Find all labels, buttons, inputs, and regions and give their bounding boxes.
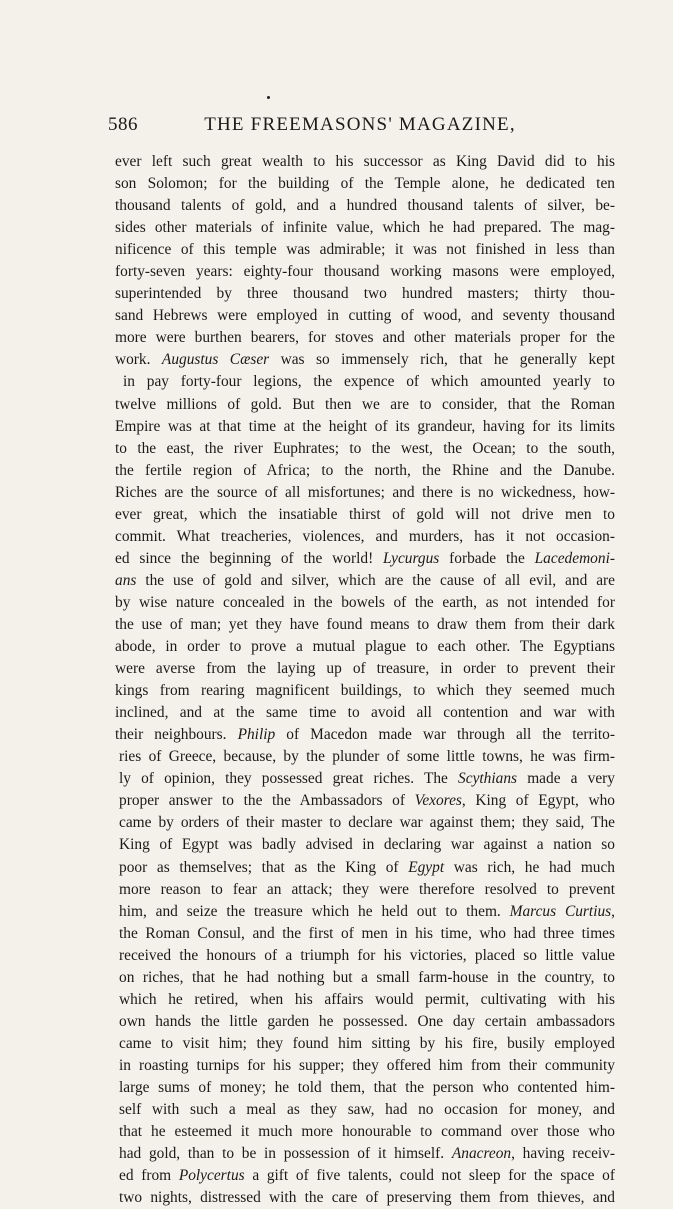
text-line: nificence of this temple was admirable; it was not finished in less than bbox=[115, 241, 615, 259]
text-line: two nights, distressed with the care of preserving them from thieves, and bbox=[119, 1189, 615, 1207]
text-line: received the honours of a triumph for his victories, placed so little value bbox=[119, 946, 615, 964]
text-line: ever left such great wealth to his successor as King David did to his bbox=[115, 153, 615, 170]
text-line: own hands the little garden he possessed. One day certain ambassadors bbox=[119, 1012, 615, 1030]
text-line bbox=[115, 1165, 615, 1187]
text-line: more reason to fear an attack; they were therefore resolved to prevent bbox=[119, 880, 615, 898]
text-line: son Solomon; for the building of the Temple alone, he dedicated ten bbox=[115, 175, 615, 193]
italic-name: Vexores bbox=[414, 792, 462, 810]
text-line: in pay forty-four legions, the expence of which amounted yearly to bbox=[123, 373, 615, 391]
italic-name: ans bbox=[115, 571, 137, 589]
body-text bbox=[115, 151, 615, 1209]
italic-name: Anacreon bbox=[451, 1145, 512, 1163]
text-line bbox=[115, 724, 615, 746]
text-line: were averse from the laying up of treasure, in order to prevent their bbox=[115, 660, 615, 678]
text-line: in roasting turnips for his supper; they offered him from their community bbox=[119, 1056, 615, 1074]
text-line: sand Hebrews were employed in cutting of wood, and seventy thousand bbox=[115, 307, 615, 325]
text-run: , having receiv- bbox=[511, 1145, 615, 1163]
text-run: , King of Egypt, who bbox=[461, 792, 615, 810]
text-line: came to visit him; they found him sitting by his fire, busily employed bbox=[119, 1034, 615, 1052]
text-line: that he esteemed it much more honourable to command over those who bbox=[119, 1123, 615, 1141]
text-line: ever great, which the insatiable thirst of gold will not drive men to bbox=[115, 505, 615, 523]
text-run: was rich, he had much bbox=[444, 858, 615, 876]
italic-name: Scythians bbox=[458, 770, 518, 788]
text-line bbox=[115, 790, 615, 812]
text-run: their neighbours. bbox=[115, 726, 238, 744]
text-line: inclined, and at the same time to avoid all contention and war with bbox=[115, 704, 615, 722]
text-line: commit. What treacheries, violences, and murders, has it not occasion- bbox=[115, 527, 615, 545]
text-line bbox=[115, 857, 615, 879]
italic-name: Augustus Cæser bbox=[161, 351, 270, 369]
text-line: came by orders of their master to declare war against them; they said, The bbox=[119, 814, 615, 832]
text-run: the use of gold and silver, which are the cause of all evil, and are bbox=[136, 571, 615, 589]
text-run: ed from bbox=[119, 1167, 179, 1185]
italic-name: Lacedemoni- bbox=[534, 549, 615, 567]
text-run: proper answer to the the Ambassadors of bbox=[119, 792, 415, 810]
text-line: superintended by three thousand two hundred masters; thirty thou- bbox=[115, 285, 615, 303]
text-line: forty-seven years: eighty-four thousand working masons were employed, bbox=[115, 263, 615, 281]
italic-name: Egypt bbox=[408, 858, 445, 876]
text-line: thousand talents of gold, and a hundred thousand talents of silver, be- bbox=[115, 197, 615, 215]
text-line bbox=[115, 768, 615, 790]
text-line: Empire was at that time at the height of its grandeur, having for its limits bbox=[115, 417, 615, 435]
italic-name: Philip bbox=[237, 726, 276, 744]
italic-name: Polycertus bbox=[178, 1167, 245, 1185]
text-run: was so immensely rich, that he generally kept bbox=[269, 351, 615, 369]
text-line: by wise nature concealed in the bowels of the earth, as not intended for bbox=[115, 593, 615, 611]
text-run: poor as themselves; that as the King of bbox=[119, 858, 409, 876]
text-line: to the east, the river Euphrates; to the west, the Ocean; to the south, bbox=[115, 439, 615, 457]
text-line: self with such a meal as they saw, had no occasion for money, and bbox=[119, 1101, 615, 1119]
running-title: THE FREEMASONS' MAGAZINE, bbox=[204, 114, 516, 135]
text-line bbox=[115, 548, 615, 570]
text-run: a gift of five talents, could not sleep for the space of bbox=[244, 1167, 615, 1185]
text-line bbox=[115, 901, 615, 923]
page-number: 586 bbox=[108, 114, 138, 135]
text-line: ries of Greece, because, by the plunder of some little towns, he was firm- bbox=[119, 748, 615, 766]
text-line: which he retired, when his affairs would permit, cultivating with his bbox=[119, 990, 615, 1008]
text-run: ly of opinion, they possessed great riches. The bbox=[119, 770, 459, 788]
text-line: twelve millions of gold. But then we are to consider, that the Roman bbox=[115, 395, 615, 413]
text-line bbox=[115, 570, 615, 592]
text-run: had gold, than to be in possession of it himself. bbox=[119, 1145, 452, 1163]
text-line bbox=[115, 349, 615, 371]
text-line: sides other materials of infinite value, which he had prepared. The mag- bbox=[115, 219, 615, 237]
text-line: abode, in order to prove a mutual plague to each other. The Egyptians bbox=[115, 638, 615, 656]
italic-name: Marcus Curtius bbox=[509, 902, 612, 920]
text-line: the fertile region of Africa; to the north, the Rhine and the Danube. bbox=[115, 461, 615, 479]
page-header bbox=[108, 114, 612, 146]
text-line: more were burthen bearers, for stoves and other materials proper for the bbox=[115, 329, 615, 347]
text-run: , bbox=[611, 902, 615, 920]
text-line: Riches are the source of all misfortunes; and there is no wickedness, how- bbox=[115, 483, 615, 501]
text-line: kings from rearing magnificent buildings, to which they seemed much bbox=[115, 682, 615, 700]
text-line: on riches, that he had nothing but a small farm-house in the country, to bbox=[119, 968, 615, 986]
printer-mark bbox=[267, 96, 270, 99]
text-line bbox=[115, 1143, 615, 1165]
text-line: King of Egypt was badly advised in declaring war against a nation so bbox=[119, 836, 615, 854]
text-run: him, and seize the treasure which he held out to them. bbox=[119, 902, 510, 920]
text-run: forbade the bbox=[439, 549, 535, 567]
italic-name: Lycurgus bbox=[383, 549, 440, 567]
text-line: large sums of money; he told them, that the person who contented him- bbox=[119, 1078, 615, 1096]
text-run: ed since the beginning of the world! bbox=[115, 549, 384, 567]
text-line: the Roman Consul, and the first of men in his time, who had three times bbox=[119, 924, 615, 942]
text-run: made a very bbox=[517, 770, 615, 788]
text-run: work. bbox=[115, 351, 162, 369]
text-line: the use of man; yet they have found means to draw them from their dark bbox=[115, 615, 615, 633]
text-run: of Macedon made war through all the territo- bbox=[275, 726, 615, 744]
